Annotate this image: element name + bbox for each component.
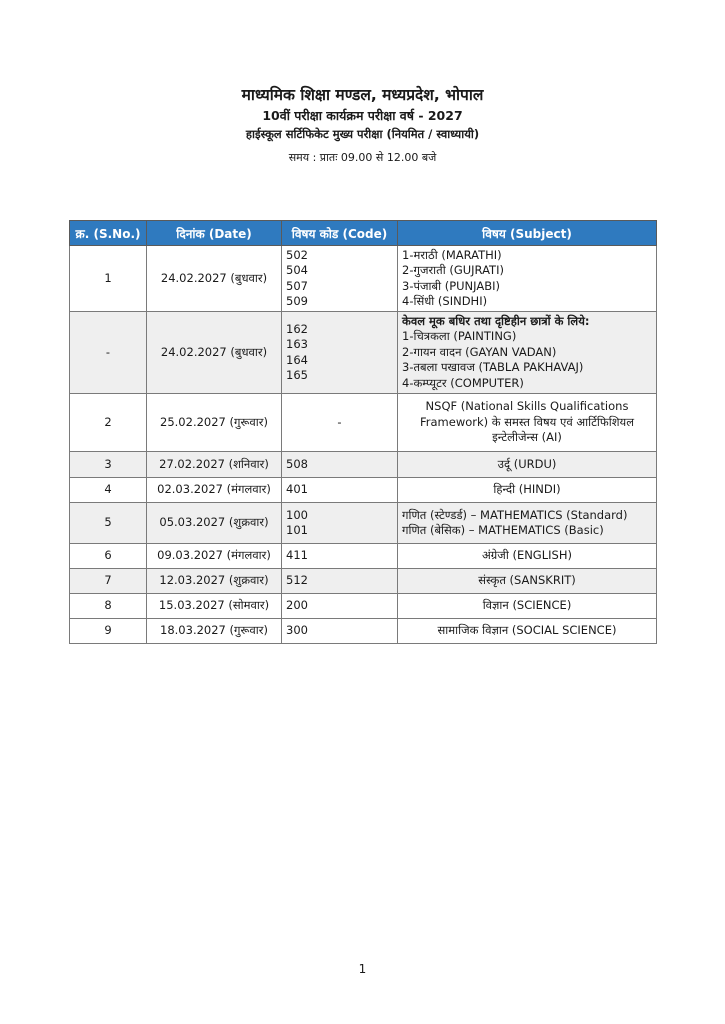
subject-line: इन्टेलीजेन्स (AI) [492,430,562,445]
subject-cell: सामाजिक विज्ञान (SOCIAL SCIENCE) [398,619,657,644]
sno-cell: 3 [70,452,147,478]
header-sno: क्र. (S.No.) [70,221,147,246]
date-cell: 25.02.2027 (गुरूवार) [147,394,282,452]
exam-program-subtitle: 10वीं परीक्षा कार्यक्रम परीक्षा वर्ष - 2027 [262,108,463,123]
code-value: 502 [286,247,308,262]
code-cell: 401 [282,478,398,503]
date-cell: 24.02.2027 (बुधवार) [147,246,282,312]
code-cell: 411 [282,544,398,569]
code-value: 100 [286,507,308,522]
subject-line: 2-गुजराती (GUJRATI) [402,263,504,277]
code-value: 163 [286,337,308,351]
date-cell: 02.03.2027 (मंगलवार) [147,478,282,503]
date-cell: 09.03.2027 (मंगलवार) [147,544,282,569]
subject-line: 4-सिंधी (SINDHI) [402,294,488,308]
sno-cell: 5 [70,503,147,544]
subject-line: 2-गायन वादन (GAYAN VADAN) [402,344,557,359]
code-value: 509 [286,294,308,308]
subject-heading: केवल मूक बधिर तथा दृष्टिहीन छात्रों के लिये: [402,313,590,328]
table-row [70,246,657,312]
code-value: 507 [286,278,308,293]
exam-schedule-table [69,220,657,644]
sno-cell: 1 [70,246,147,312]
header-subject: विषय (Subject) [398,221,657,246]
code-value: 162 [286,321,308,336]
header-date: दिनांक (Date) [147,221,282,246]
document-header [0,84,725,167]
subject-line: 1-चित्रकला (PAINTING) [402,329,517,344]
code-cell [282,312,398,394]
header-code: विषय कोड (Code) [282,221,398,246]
subject-line: गणित (बेसिक) – MATHEMATICS (Basic) [402,523,604,537]
sno-cell: 7 [70,569,147,594]
subject-cell [398,246,657,312]
subject-line: 3-पंजाबी (PUNJABI) [402,278,500,293]
table-row [70,619,657,644]
subject-line: 4-कम्प्यूटर (COMPUTER) [402,375,524,390]
sno-cell: 6 [70,544,147,569]
sno-cell: 2 [70,394,147,452]
table-row [70,503,657,544]
exam-name: हाईस्कूल सर्टिफिकेट मुख्य परीक्षा (नियमित / स्वाध्यायी) [245,127,480,141]
code-cell: 200 [282,594,398,619]
subject-line: NSQF (National Skills Qualifications [425,399,629,414]
table-row [70,594,657,619]
sno-cell: - [70,312,147,394]
table-header-row [70,221,657,246]
subject-cell: हिन्दी (HINDI) [398,478,657,503]
table-row [70,569,657,594]
code-value: 165 [286,368,308,382]
code-value: 101 [286,523,308,537]
table-row [70,312,657,394]
date-cell: 27.02.2027 (शनिवार) [147,452,282,478]
code-cell: 508 [282,452,398,478]
table-row [70,544,657,569]
subject-cell: संस्कृत (SANSKRIT) [398,569,657,594]
page-number: 1 [358,962,367,976]
subject-line: Framework) के समस्त विषय एवं आर्टिफिशियल [419,414,634,429]
sno-cell: 8 [70,594,147,619]
code-cell [282,246,398,312]
sno-cell: 9 [70,619,147,644]
subject-line: गणित (स्टेण्डर्ड) – MATHEMATICS (Standard) [402,507,628,522]
exam-time: समय : प्रातः 09.00 से 12.00 बजे [288,151,437,164]
sno-cell: 4 [70,478,147,503]
date-cell: 15.03.2027 (सोमवार) [147,594,282,619]
date-cell: 18.03.2027 (गुरूवार) [147,619,282,644]
table-row [70,452,657,478]
table-row [70,394,657,452]
subject-cell [398,312,657,394]
subject-cell: उर्दू (URDU) [398,452,657,478]
table-row [70,478,657,503]
code-cell: 512 [282,569,398,594]
code-cell [282,503,398,544]
code-value: 504 [286,263,308,277]
subject-line: 1-मराठी (MARATHI) [402,247,502,262]
date-cell: 24.02.2027 (बुधवार) [147,312,282,394]
subject-cell [398,503,657,544]
subject-cell [398,394,657,452]
code-cell: - [282,394,398,452]
subject-cell: विज्ञान (SCIENCE) [398,594,657,619]
code-cell: 300 [282,619,398,644]
date-cell: 12.03.2027 (शुक्रवार) [147,569,282,594]
subject-cell: अंग्रेजी (ENGLISH) [398,544,657,569]
date-cell: 05.03.2027 (शुक्रवार) [147,503,282,544]
code-value: 164 [286,352,308,367]
subject-line: 3-तबला पखावज (TABLA PAKHAVAJ) [402,360,584,375]
board-title: माध्यमिक शिक्षा मण्डल, मध्यप्रदेश, भोपाल [241,86,484,104]
